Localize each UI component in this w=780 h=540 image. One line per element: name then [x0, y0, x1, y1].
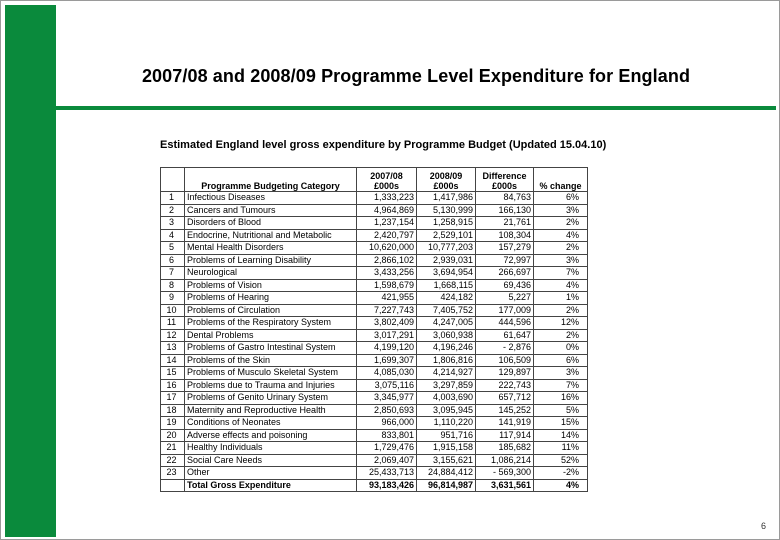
row-value-2008-09: 2,939,031	[417, 254, 476, 267]
row-number: 3	[161, 217, 185, 230]
row-number: 13	[161, 342, 185, 355]
row-pct-change: 7%	[534, 379, 588, 392]
row-category: Dental Problems	[185, 329, 357, 342]
row-category: Problems of the Skin	[185, 354, 357, 367]
row-category: Problems of Musculo Skeletal System	[185, 367, 357, 380]
row-value-2008-09: 3,297,859	[417, 379, 476, 392]
row-pct-change: 2%	[534, 242, 588, 255]
row-value-2007-08: 4,085,030	[357, 367, 417, 380]
row-difference: 1,086,214	[476, 454, 534, 467]
row-value-2008-09: 4,247,005	[417, 317, 476, 330]
row-number: 18	[161, 404, 185, 417]
row-pct-change: -2%	[534, 467, 588, 480]
row-category: Adverse effects and poisoning	[185, 429, 357, 442]
row-number: 5	[161, 242, 185, 255]
table-header-row	[161, 168, 588, 192]
row-category: Social Care Needs	[185, 454, 357, 467]
row-number: 19	[161, 417, 185, 430]
row-number: 17	[161, 392, 185, 405]
row-value-2008-09: 2,529,101	[417, 229, 476, 242]
row-pct-change: 14%	[534, 429, 588, 442]
table-row	[161, 242, 588, 255]
row-category: Problems of Genito Urinary System	[185, 392, 357, 405]
table-row	[161, 392, 588, 405]
row-number: 23	[161, 467, 185, 480]
row-pct-change: 6%	[534, 354, 588, 367]
row-value-2007-08: 1,699,307	[357, 354, 417, 367]
table-title: Estimated England level gross expenditure by Programme Budget (Updated 15.04.10)	[160, 139, 607, 151]
header-2007-08-text: 2007/08 £000s	[370, 171, 403, 191]
row-pct-change: 5%	[534, 404, 588, 417]
total-row-number	[161, 479, 185, 492]
row-category: Problems of the Respiratory System	[185, 317, 357, 330]
row-category: Conditions of Neonates	[185, 417, 357, 430]
row-value-2008-09: 1,915,158	[417, 442, 476, 455]
header-pct-change: % change	[534, 168, 588, 192]
row-pct-change: 2%	[534, 217, 588, 230]
row-number: 1	[161, 192, 185, 205]
row-difference: 444,596	[476, 317, 534, 330]
row-difference: 108,304	[476, 229, 534, 242]
row-pct-change: 3%	[534, 367, 588, 380]
row-category: Problems of Learning Disability	[185, 254, 357, 267]
row-number: 11	[161, 317, 185, 330]
row-value-2007-08: 1,729,476	[357, 442, 417, 455]
row-pct-change: 16%	[534, 392, 588, 405]
page-number: 6	[760, 521, 766, 531]
table-row	[161, 292, 588, 305]
table-row	[161, 379, 588, 392]
row-difference: 177,009	[476, 304, 534, 317]
row-value-2008-09: 1,668,115	[417, 279, 476, 292]
row-pct-change: 6%	[534, 192, 588, 205]
row-category: Mental Health Disorders	[185, 242, 357, 255]
table-row	[161, 317, 588, 330]
row-value-2008-09: 7,405,752	[417, 304, 476, 317]
total-pct-change: 4%	[534, 479, 588, 492]
row-value-2008-09: 424,182	[417, 292, 476, 305]
row-category: Problems of Circulation	[185, 304, 357, 317]
expenditure-table	[160, 167, 588, 492]
row-category: Endocrine, Nutritional and Metabolic	[185, 229, 357, 242]
row-value-2007-08: 3,433,256	[357, 267, 417, 280]
row-pct-change: 2%	[534, 304, 588, 317]
row-value-2007-08: 1,598,679	[357, 279, 417, 292]
row-pct-change: 3%	[534, 204, 588, 217]
row-difference: 266,697	[476, 267, 534, 280]
row-number: 21	[161, 442, 185, 455]
total-row	[161, 479, 588, 492]
row-value-2008-09: 5,130,999	[417, 204, 476, 217]
row-value-2008-09: 1,258,915	[417, 217, 476, 230]
row-value-2008-09: 10,777,203	[417, 242, 476, 255]
row-value-2008-09: 4,214,927	[417, 367, 476, 380]
row-value-2007-08: 2,069,407	[357, 454, 417, 467]
row-value-2008-09: 24,884,412	[417, 467, 476, 480]
row-value-2007-08: 421,955	[357, 292, 417, 305]
table-row	[161, 417, 588, 430]
row-category: Healthy Individuals	[185, 442, 357, 455]
row-difference: 157,279	[476, 242, 534, 255]
row-category: Maternity and Reproductive Health	[185, 404, 357, 417]
row-difference: 166,130	[476, 204, 534, 217]
row-number: 7	[161, 267, 185, 280]
table-row	[161, 192, 588, 205]
row-category: Problems of Vision	[185, 279, 357, 292]
row-pct-change: 12%	[534, 317, 588, 330]
table-row	[161, 267, 588, 280]
total-label: Total Gross Expenditure	[185, 479, 357, 492]
row-value-2008-09: 4,003,690	[417, 392, 476, 405]
row-difference: 145,252	[476, 404, 534, 417]
row-value-2007-08: 3,017,291	[357, 329, 417, 342]
row-difference: 106,509	[476, 354, 534, 367]
header-2007-08	[357, 168, 417, 192]
row-difference: 185,682	[476, 442, 534, 455]
title-divider	[56, 106, 776, 110]
table-row	[161, 204, 588, 217]
row-value-2007-08: 4,199,120	[357, 342, 417, 355]
table-row	[161, 442, 588, 455]
row-number: 8	[161, 279, 185, 292]
row-difference: 117,914	[476, 429, 534, 442]
row-value-2008-09: 1,417,986	[417, 192, 476, 205]
row-number: 22	[161, 454, 185, 467]
header-2008-09-text: 2008/09 £000s	[429, 171, 463, 191]
row-value-2007-08: 2,866,102	[357, 254, 417, 267]
row-value-2007-08: 833,801	[357, 429, 417, 442]
table-row	[161, 279, 588, 292]
row-number: 4	[161, 229, 185, 242]
row-value-2008-09: 3,155,621	[417, 454, 476, 467]
slide-title: 2007/08 and 2008/09 Programme Level Expenditure for England	[141, 66, 691, 86]
total-2007-08: 93,183,426	[357, 479, 417, 492]
row-difference: 129,897	[476, 367, 534, 380]
row-category: Problems due to Trauma and Injuries	[185, 379, 357, 392]
row-number: 12	[161, 329, 185, 342]
row-value-2007-08: 25,433,713	[357, 467, 417, 480]
table-row	[161, 454, 588, 467]
row-value-2008-09: 3,060,938	[417, 329, 476, 342]
row-pct-change: 3%	[534, 254, 588, 267]
row-difference: - 2,876	[476, 342, 534, 355]
row-difference: 69,436	[476, 279, 534, 292]
row-difference: 84,763	[476, 192, 534, 205]
row-value-2008-09: 1,110,220	[417, 417, 476, 430]
total-difference: 3,631,561	[476, 479, 534, 492]
row-value-2007-08: 3,345,977	[357, 392, 417, 405]
table-row	[161, 429, 588, 442]
row-value-2007-08: 966,000	[357, 417, 417, 430]
row-category: Disorders of Blood	[185, 217, 357, 230]
row-category: Cancers and Tumours	[185, 204, 357, 217]
table-row	[161, 254, 588, 267]
row-difference: - 569,300	[476, 467, 534, 480]
row-difference: 5,227	[476, 292, 534, 305]
row-pct-change: 52%	[534, 454, 588, 467]
table-row	[161, 354, 588, 367]
row-difference: 222,743	[476, 379, 534, 392]
row-value-2007-08: 10,620,000	[357, 242, 417, 255]
row-pct-change: 11%	[534, 442, 588, 455]
row-value-2007-08: 2,850,693	[357, 404, 417, 417]
row-category: Other	[185, 467, 357, 480]
row-pct-change: 1%	[534, 292, 588, 305]
accent-bar	[5, 5, 56, 537]
row-value-2007-08: 3,802,409	[357, 317, 417, 330]
row-number: 20	[161, 429, 185, 442]
row-value-2008-09: 3,095,945	[417, 404, 476, 417]
row-category: Problems of Hearing	[185, 292, 357, 305]
row-value-2007-08: 2,420,797	[357, 229, 417, 242]
row-difference: 141,919	[476, 417, 534, 430]
row-value-2007-08: 1,237,154	[357, 217, 417, 230]
row-category: Infectious Diseases	[185, 192, 357, 205]
row-number: 6	[161, 254, 185, 267]
total-2008-09: 96,814,987	[417, 479, 476, 492]
table-row	[161, 467, 588, 480]
row-pct-change: 0%	[534, 342, 588, 355]
row-value-2008-09: 4,196,246	[417, 342, 476, 355]
row-value-2008-09: 3,694,954	[417, 267, 476, 280]
table-row	[161, 329, 588, 342]
row-value-2007-08: 3,075,116	[357, 379, 417, 392]
row-pct-change: 4%	[534, 279, 588, 292]
row-difference: 21,761	[476, 217, 534, 230]
row-pct-change: 7%	[534, 267, 588, 280]
row-value-2007-08: 7,227,743	[357, 304, 417, 317]
table-row	[161, 404, 588, 417]
row-category: Neurological	[185, 267, 357, 280]
row-value-2008-09: 1,806,816	[417, 354, 476, 367]
row-number: 9	[161, 292, 185, 305]
row-category: Problems of Gastro Intestinal System	[185, 342, 357, 355]
row-difference: 72,997	[476, 254, 534, 267]
header-difference-text: Difference £000s	[482, 171, 527, 191]
row-value-2007-08: 4,964,869	[357, 204, 417, 217]
row-difference: 657,712	[476, 392, 534, 405]
row-pct-change: 2%	[534, 329, 588, 342]
header-category: Programme Budgeting Category	[185, 168, 357, 192]
table-row	[161, 342, 588, 355]
row-number: 16	[161, 379, 185, 392]
table-body	[161, 192, 588, 492]
row-number: 15	[161, 367, 185, 380]
table-row	[161, 217, 588, 230]
row-pct-change: 4%	[534, 229, 588, 242]
row-value-2007-08: 1,333,223	[357, 192, 417, 205]
table-row	[161, 304, 588, 317]
table-row	[161, 229, 588, 242]
row-number: 10	[161, 304, 185, 317]
header-2008-09	[417, 168, 476, 192]
header-difference	[476, 168, 534, 192]
row-number: 2	[161, 204, 185, 217]
table-row	[161, 367, 588, 380]
row-difference: 61,647	[476, 329, 534, 342]
row-value-2008-09: 951,716	[417, 429, 476, 442]
row-number: 14	[161, 354, 185, 367]
header-number	[161, 168, 185, 192]
row-pct-change: 15%	[534, 417, 588, 430]
